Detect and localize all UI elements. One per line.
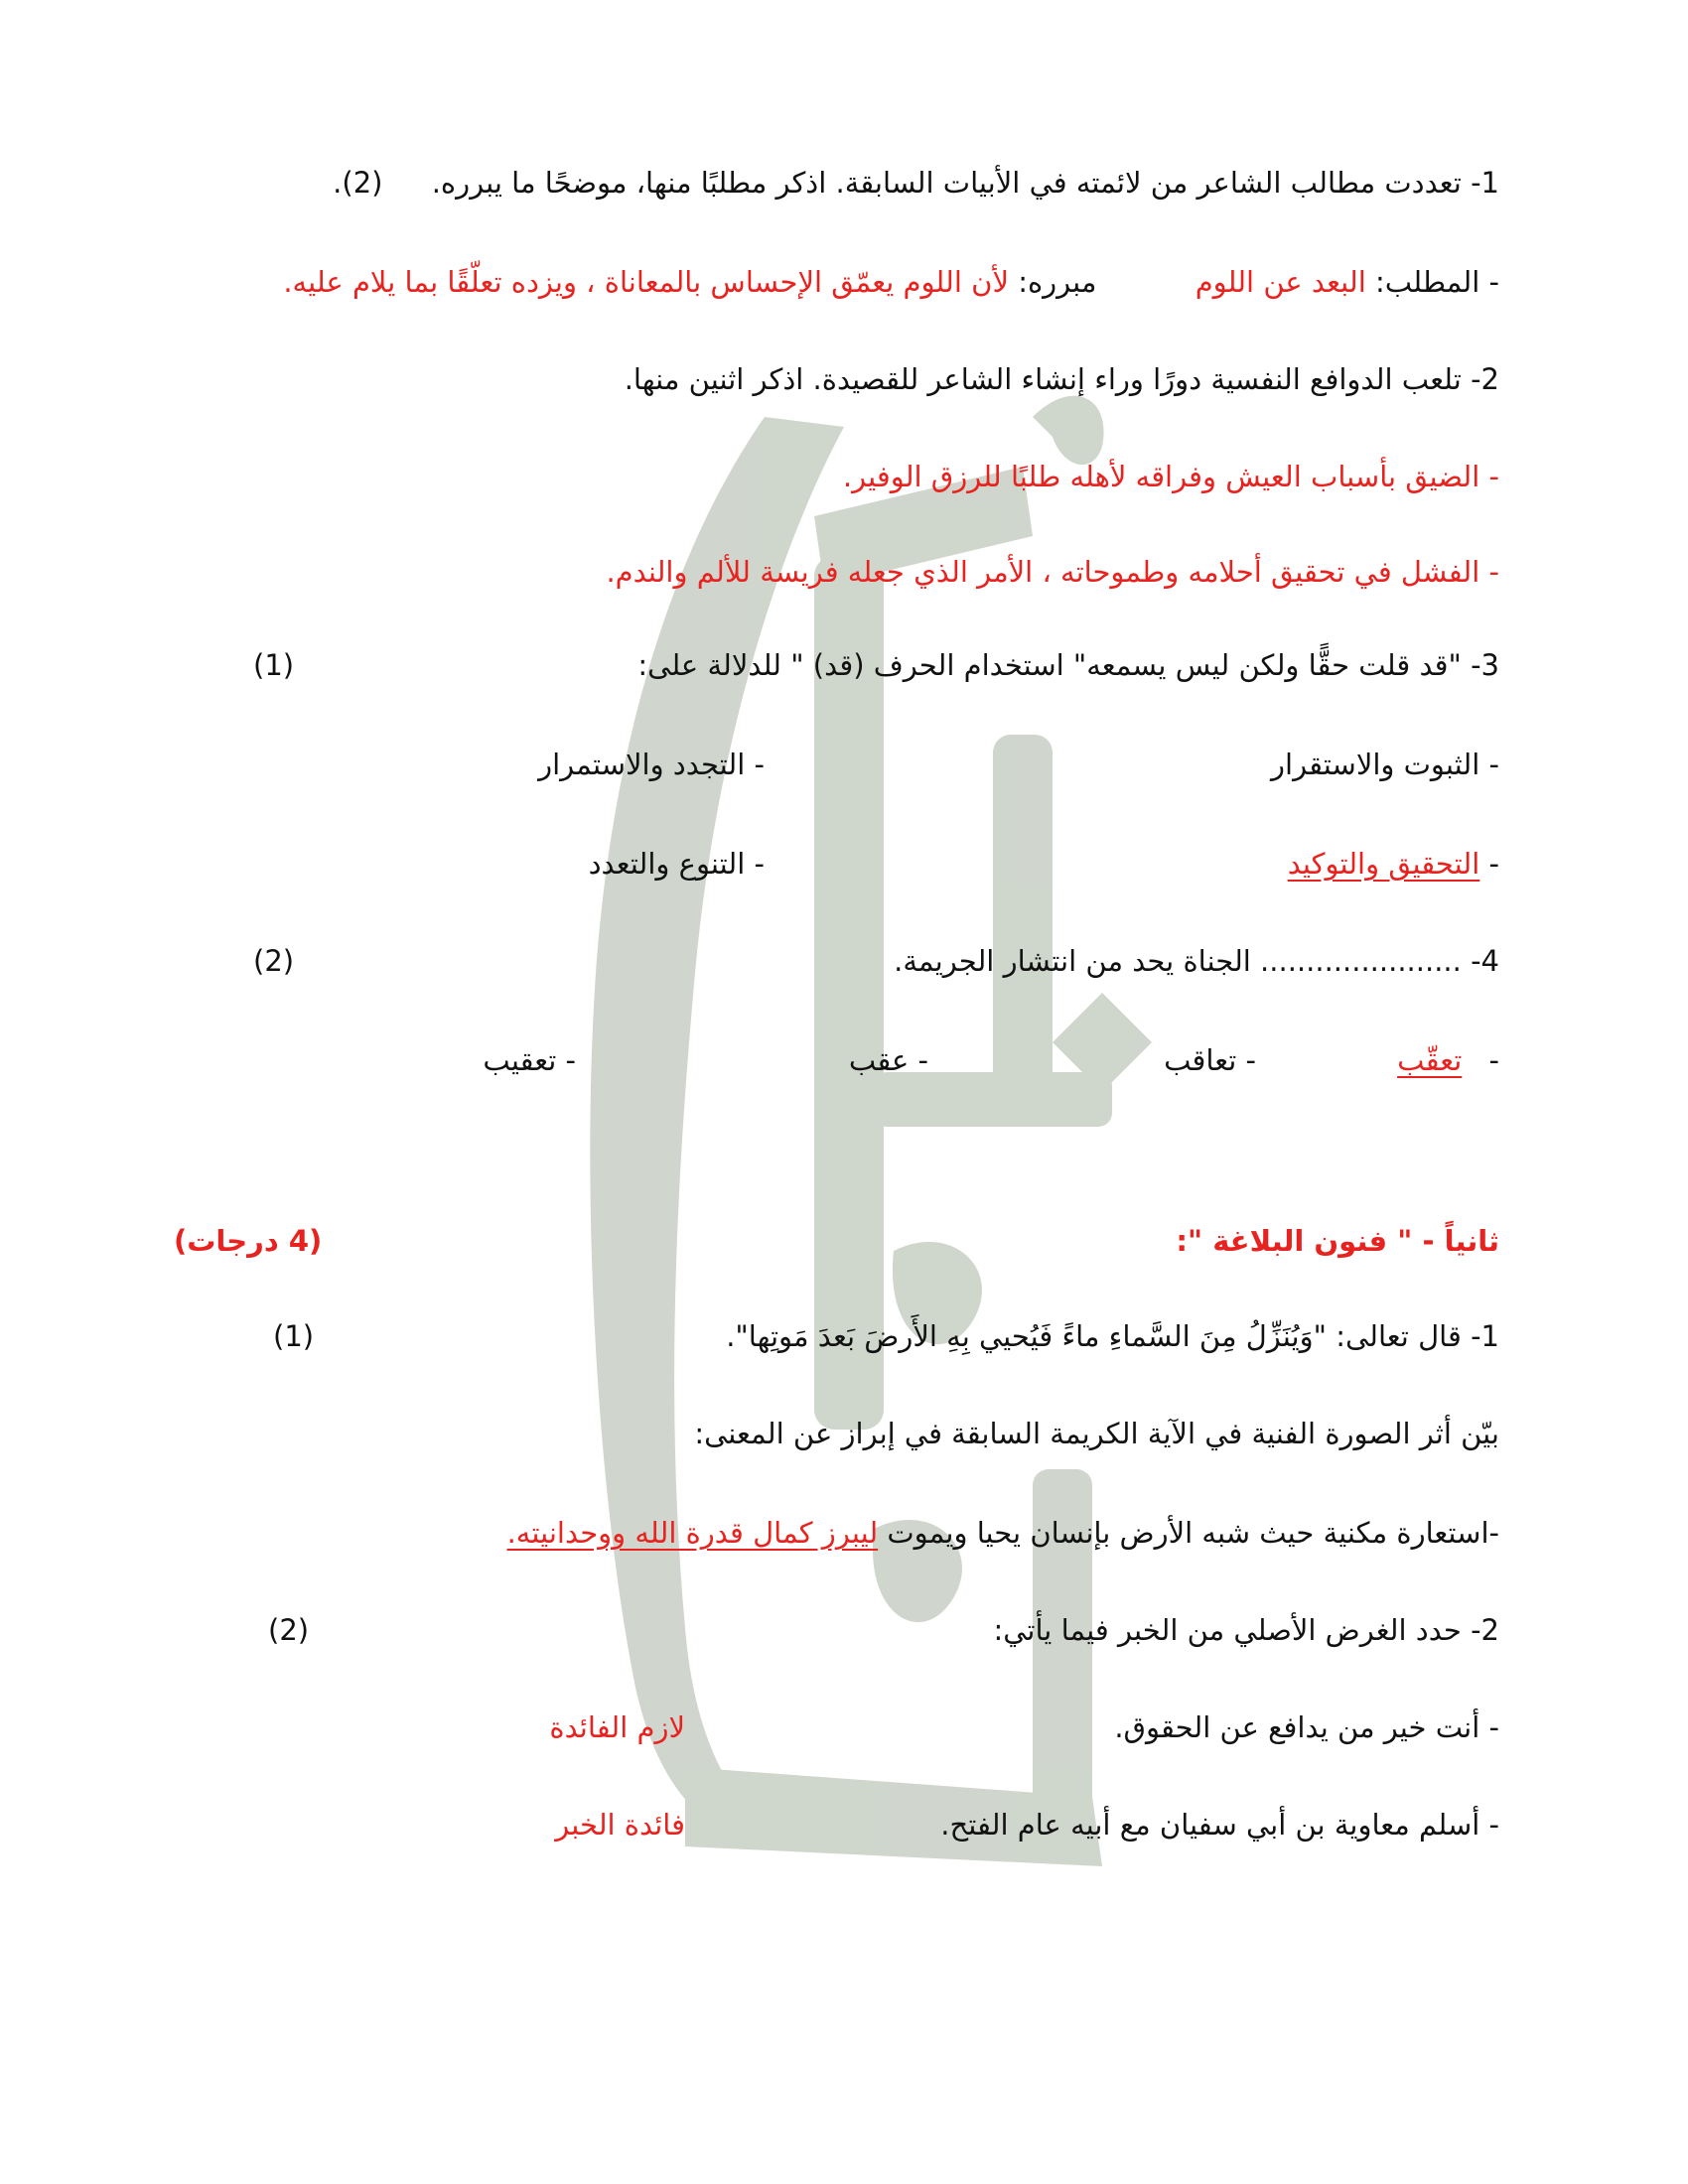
question-4-option-a-answer: تعقّب bbox=[1397, 1043, 1463, 1077]
question-1-text: 1- تعددت مطالب الشاعر من لائمته في الأبيات السابقة. اذكر مطلبًا منها، موضحًا ما يبرره. bbox=[431, 166, 1499, 200]
section-2-question-2 bbox=[993, 1610, 1499, 1650]
question-4-mark: (2) bbox=[253, 944, 295, 978]
demand-value: البعد عن اللوم bbox=[1195, 265, 1366, 299]
question-3-text: 3- "قد قلت حقًّا ولكن ليس يسمعه" استخدام الحرف (قد) " للدلالة على: bbox=[637, 648, 1499, 682]
section-2-item-1-answer: لازم الفائدة bbox=[549, 1710, 685, 1744]
section-2-question-1-prompt: بيّن أثر الصورة الفنية في الآية الكريمة السابقة في إبراز عن المعنى: bbox=[694, 1417, 1499, 1450]
reason-value: لأن اللوم يعمّق الإحساس بالمعاناة ، ويزده تعلّقًا بما يلام عليه. bbox=[283, 265, 1009, 299]
question-3-mark: (1) bbox=[253, 648, 295, 682]
section-2-item-1-sentence: - أنت خير من يدافع عن الحقوق. bbox=[1114, 1710, 1499, 1744]
question-2-text: 2- تلعب الدوافع النفسية دورًا وراء إنشاء الشاعر للقصيدة. اذكر اثنين منها. bbox=[624, 362, 1499, 396]
question-4-option-a bbox=[1397, 1040, 1499, 1080]
question-4-text: 4- ...................... الجناة يحد من انتشار الجريمة. bbox=[894, 944, 1499, 978]
question-4-option-d: - تعقيب bbox=[483, 1043, 576, 1077]
question-1-mark: (2). bbox=[333, 166, 383, 200]
question-3-option-c-answer: التحقيق والتوكيد bbox=[1287, 847, 1480, 881]
question-3-option-b: - التجدد والاستمرار bbox=[538, 748, 765, 781]
question-2 bbox=[625, 359, 1499, 399]
question-1-answer bbox=[283, 262, 1499, 302]
question-3-option-d: - التنوع والتعدد bbox=[588, 847, 765, 881]
question-1 bbox=[333, 163, 1499, 203]
reason-label: مبرره: bbox=[1018, 265, 1097, 299]
section-2-item-2-answer: فائدة الخبر bbox=[555, 1808, 685, 1842]
section-2-heading: ثانياً - " فنون البلاغة ": bbox=[1176, 1224, 1499, 1258]
question-2-answer-2: - الفشل في تحقيق أحلامه وطموحاته ، الأمر الذي جعله فريسة للألم والندم. bbox=[606, 555, 1499, 589]
section-2-question-1-answer-text: -استعارة مكنية حيث شبه الأرض بإنسان يحيا ويموت bbox=[887, 1516, 1499, 1550]
question-2-answer-1: - الضيق بأسباب العيش وفراقه لأهله طلبًا للرزق الوفير. bbox=[842, 460, 1499, 493]
question-4-option-a-prefix: - bbox=[1488, 1043, 1499, 1077]
section-2-question-2-mark: (2) bbox=[268, 1613, 310, 1647]
section-2-question-1-text: 1- قال تعالى: "وَيُنَزِّلُ مِنَ السَّماءِ ماءً فَيُحيي بِهِ الأَرضَ بَعدَ مَوتِها". bbox=[726, 1319, 1499, 1353]
section-2-question-2-text: 2- حدد الغرض الأصلي من الخبر فيما يأتي: bbox=[993, 1613, 1499, 1647]
question-3 bbox=[637, 645, 1499, 685]
demand-label: - المطلب: bbox=[1375, 265, 1499, 299]
section-2-question-1-mark: (1) bbox=[273, 1319, 315, 1353]
section-2-question-1 bbox=[726, 1316, 1499, 1356]
question-4-option-c: - عقب bbox=[848, 1043, 928, 1077]
question-4 bbox=[894, 941, 1499, 981]
section-2-item-2-sentence: - أسلم معاوية بن أبي سفيان مع أبيه عام الفتح. bbox=[940, 1808, 1499, 1842]
section-2-question-1-answer bbox=[507, 1513, 1499, 1553]
question-4-option-b: - تعاقب bbox=[1164, 1043, 1256, 1077]
section-2-question-1-answer-highlight: ليبرز كمال قدرة الله ووحدانيته. bbox=[506, 1516, 879, 1550]
question-3-option-c-prefix: - bbox=[1488, 847, 1499, 881]
question-3-option-a: - الثبوت والاستقرار bbox=[1271, 748, 1499, 781]
question-3-option-c bbox=[1288, 844, 1499, 884]
section-2-marks: (4 درجات) bbox=[174, 1224, 323, 1258]
